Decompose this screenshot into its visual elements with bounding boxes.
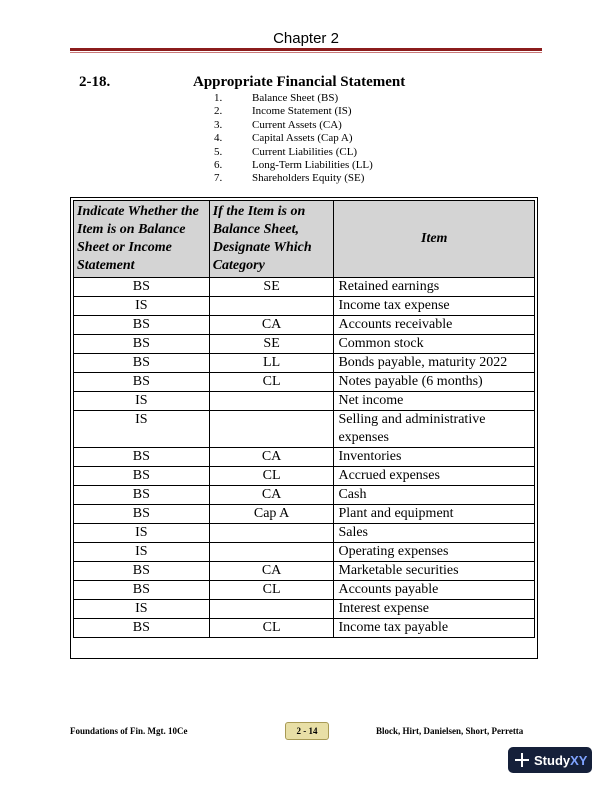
cell-statement: BS — [74, 354, 210, 373]
table-row — [74, 581, 535, 600]
legend-number: 5. — [214, 145, 223, 158]
legend-text: Current Liabilities (CL) — [252, 145, 358, 158]
cell-category — [209, 600, 334, 619]
legend-item — [214, 105, 373, 118]
cell-item: Accrued expenses — [334, 467, 535, 486]
chapter-header: Chapter 2 — [273, 30, 339, 47]
legend-text: Balance Sheet (BS) — [252, 92, 339, 104]
legend-item — [214, 132, 373, 145]
cell-statement: BS — [74, 619, 210, 638]
table-row — [74, 297, 535, 316]
header-rule-thin — [70, 52, 542, 53]
cell-statement: IS — [74, 600, 210, 619]
table-row — [74, 486, 535, 505]
legend-text: Income Statement (IS) — [252, 105, 352, 118]
cell-category — [209, 297, 334, 316]
table-row — [74, 316, 535, 335]
cell-statement: BS — [74, 278, 210, 297]
cell-category: CA — [209, 562, 334, 581]
cell-category — [209, 411, 334, 448]
cell-category: SE — [209, 278, 334, 297]
cell-statement: IS — [74, 411, 210, 448]
cell-statement: IS — [74, 524, 210, 543]
table-row — [74, 392, 535, 411]
footer-authors: Block, Hirt, Danielsen, Short, Perretta — [376, 726, 524, 736]
table-row — [74, 278, 535, 297]
table-row — [74, 373, 535, 392]
cell-category: CL — [209, 467, 334, 486]
header-rule — [70, 48, 542, 51]
table-row — [74, 411, 535, 448]
table-row — [74, 467, 535, 486]
cell-statement: BS — [74, 486, 210, 505]
cell-category: CL — [209, 581, 334, 600]
cell-item: Inventories — [334, 448, 535, 467]
legend-text: Long-Term Liabilities (LL) — [252, 159, 373, 172]
page-number: 2 - 14 — [285, 722, 329, 740]
table-row — [74, 619, 535, 638]
cell-statement: BS — [74, 335, 210, 354]
table-row — [74, 448, 535, 467]
cell-statement: BS — [74, 581, 210, 600]
cell-category — [209, 543, 334, 562]
problem-title: Appropriate Financial Statement — [193, 74, 406, 90]
cell-category — [209, 392, 334, 411]
cell-statement: BS — [74, 316, 210, 335]
cell-statement: IS — [74, 543, 210, 562]
cell-item: Bonds payable, maturity 2022 — [334, 354, 535, 373]
cell-category: CL — [209, 619, 334, 638]
financial-statement-table — [73, 200, 535, 638]
legend-number: 7. — [214, 172, 223, 185]
cell-item: Retained earnings — [334, 278, 535, 297]
cell-item: Notes payable (6 months) — [334, 373, 535, 392]
cell-statement: BS — [74, 562, 210, 581]
cell-statement: IS — [74, 297, 210, 316]
table-row — [74, 354, 535, 373]
legend-item — [214, 146, 373, 159]
header-statement: Indicate Whether the Item is on Balance Sheet or Income Statement — [74, 201, 210, 278]
legend-text: Shareholders Equity (SE) — [252, 172, 365, 185]
table-frame — [70, 197, 538, 659]
cell-item: Cash — [334, 486, 535, 505]
legend-text: Current Assets (CA) — [252, 118, 342, 131]
cell-item: Interest expense — [334, 600, 535, 619]
legend-number: 3. — [214, 118, 223, 131]
category-legend — [214, 92, 373, 186]
cell-item: Operating expenses — [334, 543, 535, 562]
legend-text: Capital Assets (Cap A) — [252, 132, 353, 145]
cell-item: Net income — [334, 392, 535, 411]
footer-book-title: Foundations of Fin. Mgt. 10Ce — [70, 726, 188, 736]
cell-category: Cap A — [209, 505, 334, 524]
cell-statement: BS — [74, 448, 210, 467]
cell-category: LL — [209, 354, 334, 373]
cell-category: CA — [209, 486, 334, 505]
legend-number: 1. — [214, 92, 223, 104]
table-row — [74, 600, 535, 619]
cell-item: Income tax payable — [334, 619, 535, 638]
header-category: If the Item is on Balance Sheet, Designate Which Category — [209, 201, 334, 278]
badge-text: Study — [534, 752, 571, 768]
badge-accent-text: XY — [570, 752, 588, 768]
cell-category: CL — [209, 373, 334, 392]
header-item: Item — [334, 201, 535, 278]
studyxy-badge[interactable] — [508, 747, 592, 773]
table-row — [74, 505, 535, 524]
problem-number: 2-18. — [79, 74, 111, 90]
cell-item: Plant and equipment — [334, 505, 535, 524]
cell-category — [209, 524, 334, 543]
table-row — [74, 543, 535, 562]
cell-item: Sales — [334, 524, 535, 543]
cell-statement: BS — [74, 505, 210, 524]
cell-item: Common stock — [334, 335, 535, 354]
table-row — [74, 335, 535, 354]
cell-item: Accounts receivable — [334, 316, 535, 335]
table-row — [74, 524, 535, 543]
cell-category: CA — [209, 448, 334, 467]
cell-category: SE — [209, 335, 334, 354]
legend-item — [214, 172, 373, 185]
cell-statement: BS — [74, 467, 210, 486]
legend-item — [214, 92, 373, 105]
cell-item: Income tax expense — [334, 297, 535, 316]
legend-number: 6. — [214, 159, 223, 172]
cell-statement: IS — [74, 392, 210, 411]
legend-item — [214, 119, 373, 132]
cell-statement: BS — [74, 373, 210, 392]
table-header-row — [74, 201, 535, 278]
legend-number: 2. — [214, 105, 223, 118]
table-row — [74, 562, 535, 581]
cell-item: Selling and administrative expenses — [334, 411, 535, 448]
legend-number: 4. — [214, 132, 223, 145]
plus-icon — [515, 753, 529, 767]
legend-item — [214, 159, 373, 172]
cell-category: CA — [209, 316, 334, 335]
cell-item: Accounts payable — [334, 581, 535, 600]
cell-item: Marketable securities — [334, 562, 535, 581]
